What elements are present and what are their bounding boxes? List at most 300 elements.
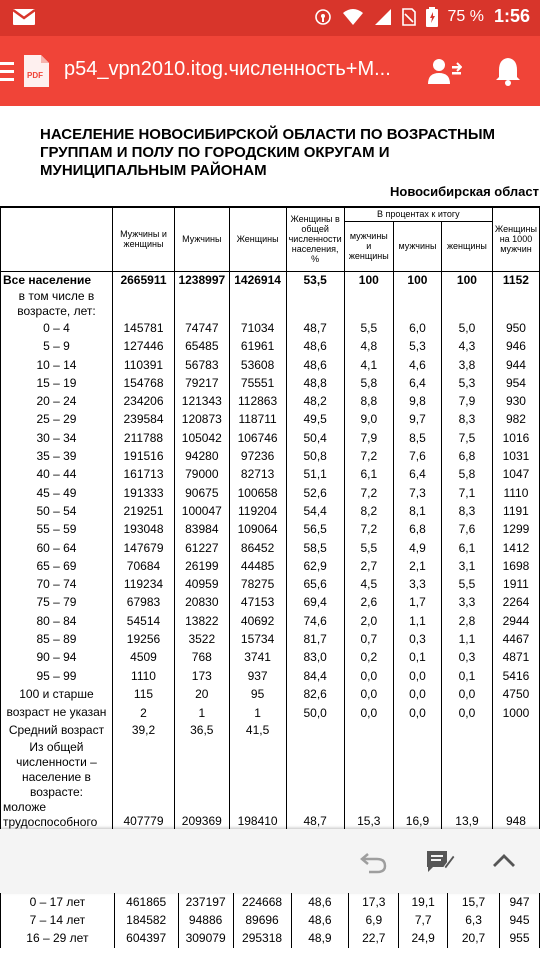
row-label: в том числе в возрасте, лет:: [1, 289, 113, 319]
table-cell: 950: [492, 319, 539, 337]
table-cell: 945: [500, 911, 540, 929]
table-cell: 1016: [492, 429, 539, 447]
table-cell: 48,6: [291, 911, 349, 929]
table-cell: 3,3: [393, 575, 441, 593]
table-cell: 7,2: [344, 521, 393, 539]
table-cell: [286, 289, 344, 319]
table-cell: 1911: [492, 575, 539, 593]
table-row: [1, 667, 540, 685]
row-label: Средний возраст: [1, 722, 113, 740]
table-cell: 39,2: [112, 722, 174, 740]
table-cell: [112, 740, 174, 800]
table-cell: 41,5: [229, 722, 286, 740]
row-label: 65 – 69: [1, 557, 113, 575]
table-cell: 5,5: [344, 539, 393, 557]
table-cell: 4871: [492, 649, 539, 667]
row-label: 95 – 99: [1, 667, 113, 685]
table-cell: 100: [393, 271, 441, 289]
table-cell: 0,0: [393, 704, 441, 722]
table-cell: 61961: [229, 338, 286, 356]
table-cell: 48,2: [286, 392, 344, 410]
table-cell: 74747: [175, 319, 230, 337]
table-cell: 6,1: [344, 466, 393, 484]
table-cell: 1412: [492, 539, 539, 557]
table-cell: 147679: [112, 539, 174, 557]
table-cell: 6,4: [393, 374, 441, 392]
table-cell: 48,6: [286, 338, 344, 356]
table-cell: 7,2: [344, 484, 393, 502]
table-cell: 145781: [112, 319, 174, 337]
clock: 1:56: [493, 6, 530, 26]
table-cell: 127446: [112, 338, 174, 356]
table-cell: 100: [441, 271, 492, 289]
table-cell: 15,3: [344, 800, 393, 830]
table-cell: [344, 289, 393, 319]
table-cell: 109064: [229, 521, 286, 539]
header-both: Мужчины и женщины: [112, 207, 174, 271]
table-cell: 74,6: [286, 612, 344, 630]
table-cell: 7,3: [393, 484, 441, 502]
row-label: 40 – 44: [1, 466, 113, 484]
row-label: 0 – 17 лет: [1, 893, 115, 911]
table-cell: 8,8: [344, 392, 393, 410]
table-cell: 0,0: [344, 685, 393, 703]
table-cell: 6,4: [393, 466, 441, 484]
row-label: 10 – 14: [1, 356, 113, 374]
table-cell: 211788: [112, 429, 174, 447]
table-cell: 0,3: [441, 649, 492, 667]
table-cell: 26199: [175, 557, 230, 575]
table-cell: 9,7: [393, 411, 441, 429]
table-cell: 13822: [175, 612, 230, 630]
table-row: [1, 575, 540, 593]
no-sim-icon: [402, 8, 416, 26]
table-cell: 7,6: [441, 521, 492, 539]
table-cell: 100047: [175, 502, 230, 520]
table-cell: 237197: [178, 893, 233, 911]
table-cell: 7,5: [441, 429, 492, 447]
table-cell: 2,0: [344, 612, 393, 630]
table-cell: 0,0: [393, 667, 441, 685]
table-cell: [175, 740, 230, 800]
table-cell: 51,1: [286, 466, 344, 484]
table-row: [1, 429, 540, 447]
table-cell: 1: [229, 704, 286, 722]
table-row: [1, 374, 540, 392]
table-cell: 94886: [178, 911, 233, 929]
table-cell: 79217: [175, 374, 230, 392]
table-cell: 1698: [492, 557, 539, 575]
table-cell: 115: [112, 685, 174, 703]
region-label: Новосибирская област: [390, 184, 539, 199]
table-cell: [492, 722, 539, 740]
table-row: [1, 502, 540, 520]
table-cell: [393, 722, 441, 740]
row-label: 5 – 9: [1, 338, 113, 356]
table-cell: [492, 740, 539, 800]
table-row: [1, 704, 540, 722]
table-cell: 82713: [229, 466, 286, 484]
table-cell: 8,3: [441, 502, 492, 520]
table-cell: [286, 722, 344, 740]
table-cell: 0,2: [344, 649, 393, 667]
table-cell: 48,8: [286, 374, 344, 392]
vpn-key-icon: [314, 8, 332, 26]
table-cell: 56783: [175, 356, 230, 374]
table-cell: 105042: [175, 429, 230, 447]
table-cell: 4,5: [344, 575, 393, 593]
table-cell: 1191: [492, 502, 539, 520]
row-label: 7 – 14 лет: [1, 911, 115, 929]
table-cell: 1,1: [393, 612, 441, 630]
table-cell: 69,4: [286, 594, 344, 612]
table-cell: [286, 740, 344, 800]
table-cell: 4,6: [393, 356, 441, 374]
row-label: 30 – 34: [1, 429, 113, 447]
table-cell: 7,2: [344, 447, 393, 465]
table-cell: [112, 289, 174, 319]
table-cell: 0,1: [393, 649, 441, 667]
header-pct-both: мужчины и женщины: [344, 221, 393, 271]
row-label: возраст не указан: [1, 704, 113, 722]
annotate-icon[interactable]: [425, 847, 455, 875]
row-label: 15 – 19: [1, 374, 113, 392]
table-cell: 40959: [175, 575, 230, 593]
table-cell: 2,1: [393, 557, 441, 575]
table-row: [1, 521, 540, 539]
table-cell: 407779: [112, 800, 174, 830]
row-label: 75 – 79: [1, 594, 113, 612]
table-cell: 40692: [229, 612, 286, 630]
page-title: НАСЕЛЕНИЕ НОВОСИБИРСКОЙ ОБЛАСТИ ПО ВОЗРАСТНЫМ ГРУППАМ И ПОЛУ ПО ГОРОДСКИМ ОКРУГАМ И МУНИЦИПАЛЬНЫМ РАЙОНАМ: [40, 126, 496, 179]
table-cell: 119234: [112, 575, 174, 593]
table-cell: 19,1: [399, 893, 448, 911]
data-table-continued: [0, 893, 540, 948]
table-cell: 1000: [492, 704, 539, 722]
table-cell: 8,5: [393, 429, 441, 447]
header-women-share: Женщины в общей численности населения, %: [286, 207, 344, 271]
table-cell: 0,0: [441, 704, 492, 722]
table-row: [1, 271, 540, 289]
table-cell: [393, 289, 441, 319]
table-cell: 5,8: [441, 466, 492, 484]
table-cell: 768: [175, 649, 230, 667]
table-cell: 8,1: [393, 502, 441, 520]
table-cell: 6,3: [448, 911, 500, 929]
row-label: Из общей численности – население в возрасте:: [1, 740, 113, 800]
wifi-icon: [342, 8, 364, 26]
table-cell: 83,0: [286, 649, 344, 667]
table-cell: 52,6: [286, 484, 344, 502]
table-cell: 1047: [492, 466, 539, 484]
data-table: [0, 206, 540, 848]
table-cell: 224668: [233, 893, 291, 911]
table-cell: 61227: [175, 539, 230, 557]
row-label: моложе трудоспособного: [1, 800, 113, 830]
table-cell: 120873: [175, 411, 230, 429]
table-cell: 0,3: [393, 630, 441, 648]
row-label: Все население: [1, 271, 113, 289]
table-cell: 1238997: [175, 271, 230, 289]
row-label: 80 – 84: [1, 612, 113, 630]
table-cell: 982: [492, 411, 539, 429]
table-cell: 65485: [175, 338, 230, 356]
row-label: 60 – 64: [1, 539, 113, 557]
header-blank: [1, 207, 113, 271]
table-cell: 239584: [112, 411, 174, 429]
row-label: 85 – 89: [1, 630, 113, 648]
table-cell: 62,9: [286, 557, 344, 575]
table-row: [1, 893, 540, 911]
table-cell: 2,7: [344, 557, 393, 575]
table-cell: 7,9: [344, 429, 393, 447]
table-row: [1, 800, 540, 830]
table-cell: 48,7: [286, 800, 344, 830]
battery-icon: [426, 7, 438, 27]
table-cell: 67983: [112, 594, 174, 612]
bottom-toolbar: [0, 829, 540, 893]
table-cell: 9,8: [393, 392, 441, 410]
table-cell: 184582: [114, 911, 178, 929]
table-row: [1, 649, 540, 667]
table-cell: [229, 289, 286, 319]
header-women: Женщины: [229, 207, 286, 271]
table-cell: 4467: [492, 630, 539, 648]
table-row: [1, 319, 540, 337]
row-label: 55 – 59: [1, 521, 113, 539]
row-label: 16 – 29 лет: [1, 930, 115, 948]
table-row: [1, 392, 540, 410]
status-bar: [0, 0, 540, 36]
row-label: 20 – 24: [1, 392, 113, 410]
table-cell: 2944: [492, 612, 539, 630]
table-cell: 3741: [229, 649, 286, 667]
table-cell: 5,5: [344, 319, 393, 337]
table-cell: 58,5: [286, 539, 344, 557]
table-cell: 1,7: [393, 594, 441, 612]
table-row: [1, 685, 540, 703]
system-status: [314, 6, 531, 27]
table-cell: 7,6: [393, 447, 441, 465]
notification-area: [12, 8, 36, 31]
row-label: 35 – 39: [1, 447, 113, 465]
table-cell: 1031: [492, 447, 539, 465]
chevron-up-icon[interactable]: [489, 847, 519, 875]
menu-icon[interactable]: [0, 56, 14, 86]
header-pct-men: мужчины: [393, 221, 441, 271]
table-cell: 50,8: [286, 447, 344, 465]
table-cell: 50,0: [286, 704, 344, 722]
row-label: 90 – 94: [1, 649, 113, 667]
signal-icon: [374, 8, 392, 26]
svg-text:PDF: PDF: [27, 71, 43, 80]
pdf-file-icon: [22, 54, 50, 88]
document-title: p54_vpn2010.itog.численность+М...: [64, 58, 391, 80]
table-cell: 49,5: [286, 411, 344, 429]
table-cell: 1,1: [441, 630, 492, 648]
table-cell: 1152: [492, 271, 539, 289]
table-cell: 191516: [112, 447, 174, 465]
table-cell: 173: [175, 667, 230, 685]
table-cell: [441, 289, 492, 319]
table-cell: 15,7: [448, 893, 500, 911]
table-cell: 2: [112, 704, 174, 722]
table-cell: 3522: [175, 630, 230, 648]
table-cell: 86452: [229, 539, 286, 557]
table-cell: 1110: [112, 667, 174, 685]
table-row: [1, 289, 540, 319]
table-cell: 1426914: [229, 271, 286, 289]
table-cell: 65,6: [286, 575, 344, 593]
table-row: [1, 447, 540, 465]
table-row: [1, 557, 540, 575]
table-cell: 89696: [233, 911, 291, 929]
table-row: [1, 356, 540, 374]
table-cell: [393, 740, 441, 800]
table-row: [1, 740, 540, 800]
table-row: [1, 722, 540, 740]
table-cell: 198410: [229, 800, 286, 830]
table-cell: 56,5: [286, 521, 344, 539]
table-cell: 17,3: [349, 893, 399, 911]
table-cell: 70684: [112, 557, 174, 575]
table-cell: 5,0: [441, 319, 492, 337]
row-label: 45 – 49: [1, 484, 113, 502]
table-cell: 53608: [229, 356, 286, 374]
table-cell: 118711: [229, 411, 286, 429]
table-cell: 36,5: [175, 722, 230, 740]
table-cell: 4750: [492, 685, 539, 703]
table-cell: 161713: [112, 466, 174, 484]
table-cell: 71034: [229, 319, 286, 337]
table-cell: 9,0: [344, 411, 393, 429]
undo-icon[interactable]: [359, 847, 389, 875]
table-cell: 2,8: [441, 612, 492, 630]
row-label: 70 – 74: [1, 575, 113, 593]
table-cell: 2,6: [344, 594, 393, 612]
table-cell: 16,9: [393, 800, 441, 830]
table-row: [1, 630, 540, 648]
table-cell: 1: [175, 704, 230, 722]
table-cell: 3,1: [441, 557, 492, 575]
table-cell: 1110: [492, 484, 539, 502]
table-cell: 44485: [229, 557, 286, 575]
table-cell: 78275: [229, 575, 286, 593]
table-cell: 309079: [178, 930, 233, 948]
table-cell: [492, 289, 539, 319]
table-row: [1, 466, 540, 484]
table-cell: 112863: [229, 392, 286, 410]
header-men: Мужчины: [175, 207, 230, 271]
table-cell: 4,3: [441, 338, 492, 356]
table-cell: 947: [500, 893, 540, 911]
battery-percent: 75 %: [447, 7, 484, 25]
table-cell: 6,1: [441, 539, 492, 557]
table-cell: 209369: [175, 800, 230, 830]
table-cell: 121343: [175, 392, 230, 410]
table-cell: 946: [492, 338, 539, 356]
table-cell: 3,3: [441, 594, 492, 612]
table-cell: 48,7: [286, 319, 344, 337]
table-cell: 8,3: [441, 411, 492, 429]
table-cell: 6,9: [349, 911, 399, 929]
table-cell: 3,8: [441, 356, 492, 374]
table-cell: 0,0: [441, 685, 492, 703]
table-cell: 22,7: [349, 930, 399, 948]
table-cell: 53,5: [286, 271, 344, 289]
gmail-icon: [12, 8, 36, 26]
table-cell: 1299: [492, 521, 539, 539]
table-cell: 94280: [175, 447, 230, 465]
app-bar: [0, 36, 540, 106]
row-label: 25 – 29: [1, 411, 113, 429]
table-row: [1, 930, 540, 948]
row-label: 50 – 54: [1, 502, 113, 520]
table-cell: 2665911: [112, 271, 174, 289]
table-cell: 54,4: [286, 502, 344, 520]
table-cell: 5416: [492, 667, 539, 685]
table-cell: 954: [492, 374, 539, 392]
table-cell: 20,7: [448, 930, 500, 948]
table-cell: 75551: [229, 374, 286, 392]
table-cell: 0,0: [344, 704, 393, 722]
table-cell: 106746: [229, 429, 286, 447]
table-cell: 97236: [229, 447, 286, 465]
table-cell: 7,7: [399, 911, 448, 929]
table-cell: 2264: [492, 594, 539, 612]
table-cell: 5,3: [393, 338, 441, 356]
table-cell: 20830: [175, 594, 230, 612]
table-cell: 6,8: [441, 447, 492, 465]
table-row: [1, 484, 540, 502]
table-cell: 5,8: [344, 374, 393, 392]
table-cell: 8,2: [344, 502, 393, 520]
table-cell: [441, 740, 492, 800]
table-cell: 100: [344, 271, 393, 289]
share-people-icon[interactable]: [428, 57, 462, 85]
table-cell: 0,7: [344, 630, 393, 648]
table-row: [1, 338, 540, 356]
table-cell: 82,6: [286, 685, 344, 703]
table-cell: 4509: [112, 649, 174, 667]
table-cell: 84,4: [286, 667, 344, 685]
table-cell: 4,1: [344, 356, 393, 374]
table-cell: 15734: [229, 630, 286, 648]
header-pct-women: женщины: [441, 221, 492, 271]
table-cell: 5,3: [441, 374, 492, 392]
table-cell: 0,0: [393, 685, 441, 703]
table-cell: 48,9: [291, 930, 349, 948]
table-cell: 0,1: [441, 667, 492, 685]
table-cell: 4,8: [344, 338, 393, 356]
table-cell: 119204: [229, 502, 286, 520]
row-label: 0 – 4: [1, 319, 113, 337]
table-cell: 54514: [112, 612, 174, 630]
table-cell: 95: [229, 685, 286, 703]
table-cell: 193048: [112, 521, 174, 539]
notifications-bell-icon[interactable]: [494, 56, 522, 86]
table-row: [1, 411, 540, 429]
table-cell: 0,0: [344, 667, 393, 685]
table-cell: 13,9: [441, 800, 492, 830]
table-cell: [344, 722, 393, 740]
table-cell: 90675: [175, 484, 230, 502]
table-cell: 944: [492, 356, 539, 374]
table-cell: 4,9: [393, 539, 441, 557]
table-cell: 50,4: [286, 429, 344, 447]
table-cell: 6,8: [393, 521, 441, 539]
table-cell: 48,6: [291, 893, 349, 911]
